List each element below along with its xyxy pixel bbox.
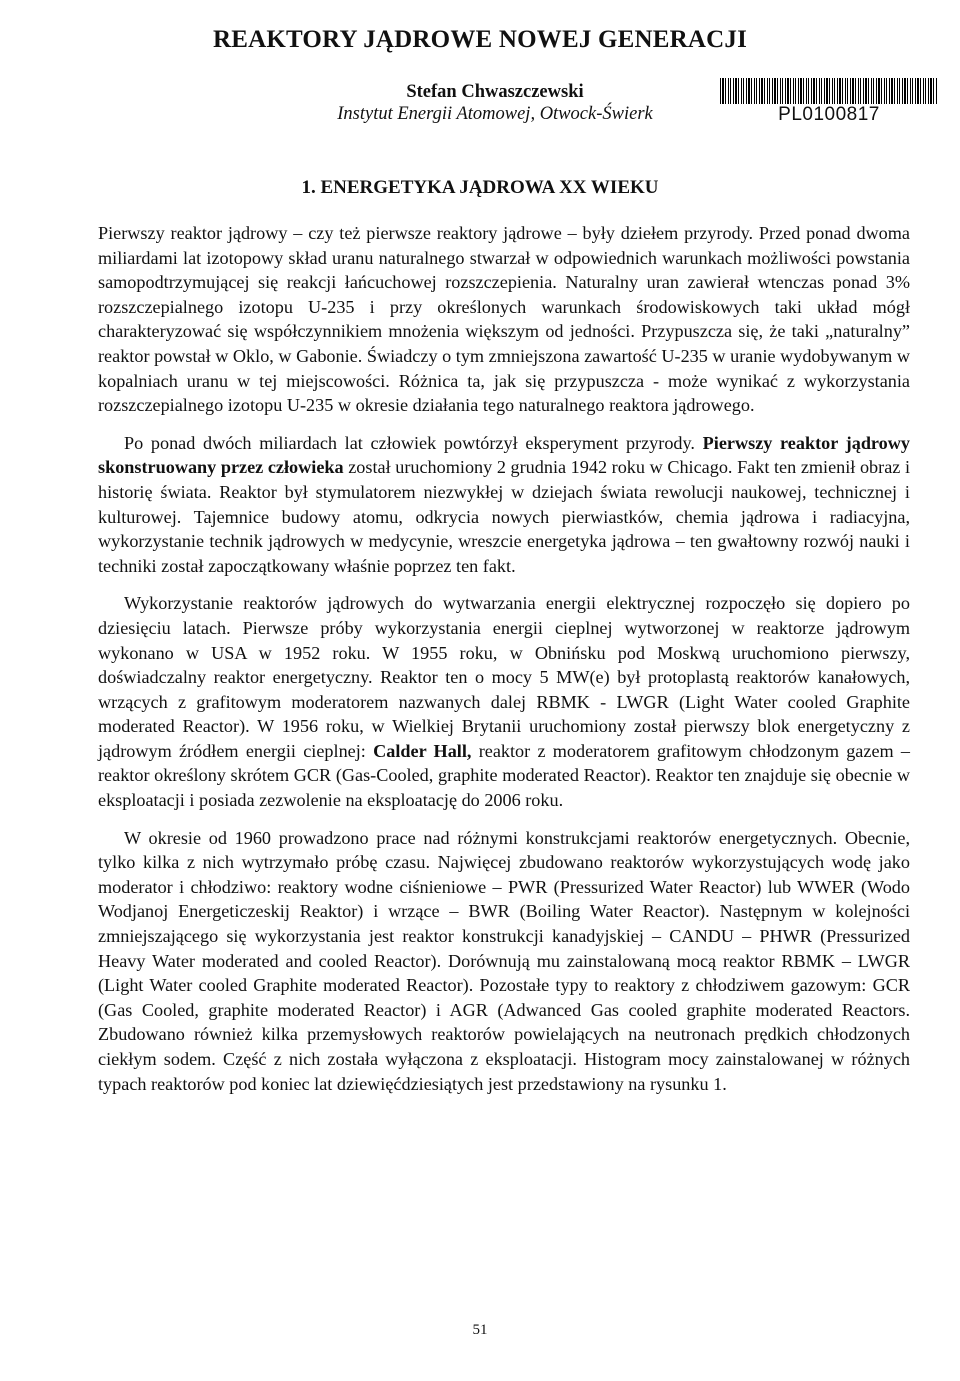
paragraph-3-part-b: reaktor z moderatorem grafitowym chłodzonym gazem – reaktor określony skrótem GCR (Gas-Cooled, graphite moderated Reactor). Reaktor ten znajduje się obecnie w eksploatacji i posiada zezwolenie na eksploatację do 2006 roku. [98, 740, 911, 811]
paragraph-3 [98, 591, 910, 812]
paragraph-3-emphasis: Calder Hall, [373, 740, 472, 761]
report-id: PL0100817 [778, 104, 880, 125]
paragraph-2-emphasis: Pierwszy reaktor jądrowy skonstruowany przez człowieka [98, 432, 910, 478]
paragraph-1: Pierwszy reaktor jądrowy – czy też pierwsze reaktory jądrowe – były dziełem przyrody. Przed ponad dwoma miliardami lat izotopowy skład uranu naturalnego stwarzał w odpowiednich warunkach możliwości powstania samopodtrzymującej się reakcji łańcuchowej rozszczepienia. Naturalny uran zawierał wtenczas ponad 3% rozszczepialnego izotopu U-235 i przy określonych warunkach środowiskowych taki układ mógł charakteryzować się współczynnikiem mnożenia większym od jedności. Przypuszcza się, że taki „naturalny” reaktor powstał w Oklo, w Gabonie. Świadczy o tym zmniejszona zawartość U-235 w uranie wydobywanym w kopalniach uranu w tej miejscowości. Różnica ta, jak się przypuszcza - może wynikać z wykorzystania rozszczepialnego izotopu U-235 w okresie działania tego naturalnego reaktora jądrowego. [98, 223, 910, 416]
author-name: Stefan Chwaszczewski [406, 82, 584, 102]
barcode-image [720, 78, 938, 104]
paragraph-4: W okresie od 1960 prowadzono prace nad różnymi konstrukcjami reaktorów energetycznych. Obecnie, tylko kilka z nich wytrzymało próbę czasu. Najwięcej zbudowano reaktorów wykorzystujących wodę jako moderator i chłodziwo: reaktory wodne ciśnieniowe – PWR (Pressurized Water Reactor) lub WWER (Wodo Wodjanoj Energeticzeskij Reaktor) i wrzące – BWR (Boiling Water Reactor). Następnym w kolejności zmniejszającego się wykorzystania jest reaktor konstrukcji kanadyjskiej – CANDU – PHWR (Pressurized Heavy Water moderated and cooled Reactor). Dorównują mu zainstalowaną mocą reaktor RBMK – LWGR (Light Water cooled Graphite moderated Reactor). Pozostałe typy to reaktory z chłodziwem gazowym: GCR (Gas Cooled, graphite moderated Reactor) i AGR (Adwanced Gas cooled graphite moderated Reactors. Zbudowano również kilka przemysłowych reaktorów powielających na neutronach prędkich chłodzonych ciekłym sodem. Część z nich została wyłączona z eksploatacji. Histogram mocy zainstalowanej w różnych typach reaktorów pod koniec lat dziewięćdziesiątych jest przedstawiony na rysunku 1. [98, 827, 910, 1094]
paragraph-2 [98, 431, 910, 579]
page-number: 51 [472, 1322, 488, 1338]
paragraph-3-part-a: Wykorzystanie reaktorów jądrowych do wytwarzania energii elektrycznej rozpoczęło się dopiero po dziesięciu latach. Pierwsze próby wykorzystania energii cieplnej wytworzonej w reaktorze jądrowym wykonano w USA w 1952 roku. W 1955 roku, w Obnińsku pod Moskwą uruchomiono pierwszy, doświadczalny reaktor energetyczny. Reaktor ten o mocy 5 MW(e) był protoplastą reaktorów kanałowych, wrzących z grafitowym moderatorem nazwanych dalej RBMK - LWGR (Light Water cooled Graphite moderated Reactor). W 1956 roku, w Wielkiej Brytanii uruchomiony został pierwszy blok energetyczny z jądrowym źródłem energii cieplnej: [98, 593, 910, 761]
paragraph-2-part-a: Po ponad dwóch miliardach lat człowiek powtórzył eksperyment przyrody. [124, 432, 703, 453]
author-affiliation: Instytut Energii Atomowej, Otwock-Świerk [337, 104, 653, 124]
section-heading: 1. ENERGETYKA JĄDROWA XX WIEKU [301, 177, 659, 198]
body-text [98, 221, 910, 1109]
paragraph-2-part-b: został uruchomiony 2 grudnia 1942 roku w Chicago. Fakt ten zmienił obraz i historię świata. Reaktor był stymulatorem niezwykłej w dziejach świata rewolucji naukowej, technicznej i kulturowej. Tajemnice budowy atomu, odkrycia nowych pierwiastków, chemia jądrowa i radiacyjna, wykorzystanie technik jądrowych w medycynie, wreszcie energetyka jądrowa – ten gwałtowny rozwój nauki i techniki został zapoczątkowany właśnie poprzez ten fakt. [98, 457, 911, 576]
document-title: REAKTORY JĄDROWE NOWEJ GENERACJI [212, 26, 748, 53]
